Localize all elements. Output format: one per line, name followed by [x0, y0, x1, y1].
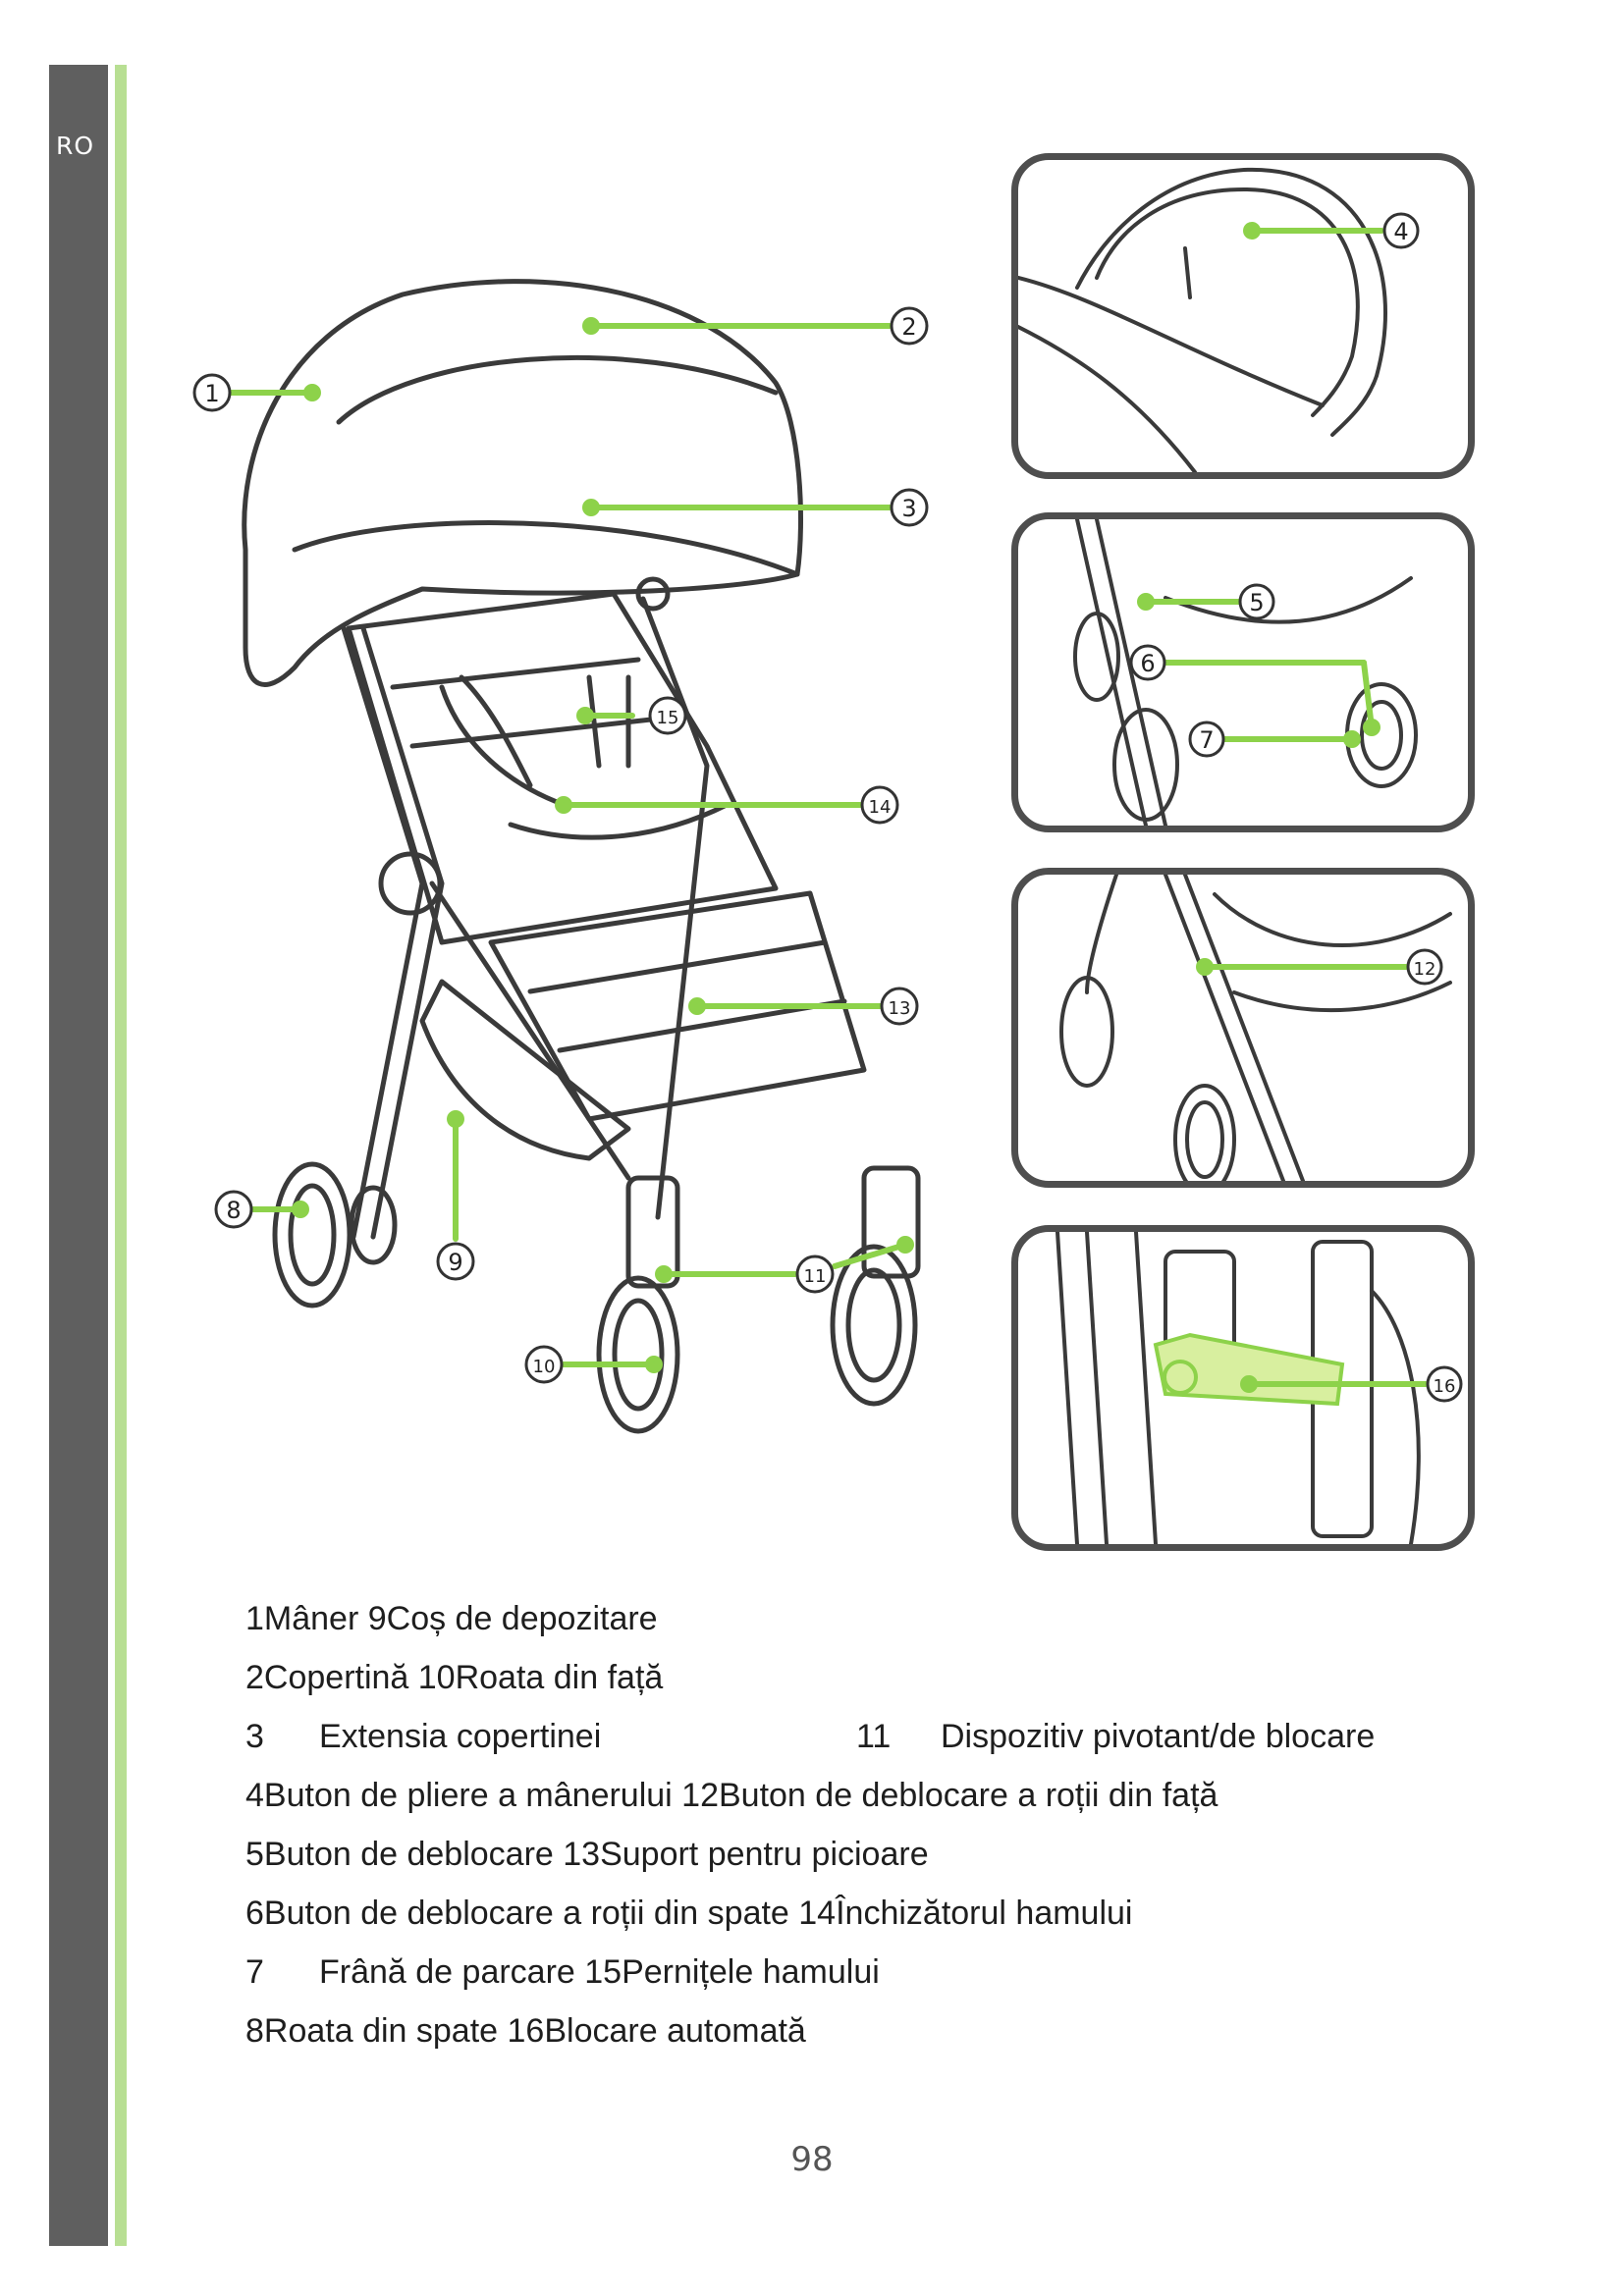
svg-text:9: 9 — [448, 1249, 463, 1276]
callout-badge-1 — [194, 375, 230, 410]
detail-panel-auto-lock — [1011, 1225, 1475, 1551]
rear-wheel-detail-illustration — [1018, 519, 1468, 826]
callout-badge-14 — [862, 787, 897, 823]
detail-panel-handle-fold — [1011, 153, 1475, 479]
svg-text:10: 10 — [532, 1357, 556, 1377]
callout-badge-13 — [882, 988, 917, 1024]
callout-badge-11 — [797, 1256, 833, 1292]
legend-text: 4Buton de pliere a mânerului 12Buton de deblocare a roții din față — [245, 1777, 1218, 1814]
svg-text:1: 1 — [204, 380, 220, 407]
svg-text:6: 6 — [1140, 650, 1156, 677]
legend-text: 1Mâner 9Coș de depozitare — [245, 1600, 658, 1637]
callout-badge-2 — [892, 308, 927, 344]
svg-text:4: 4 — [1393, 218, 1409, 245]
legend-number: 3 — [245, 1718, 264, 1755]
svg-text:3: 3 — [901, 495, 917, 522]
callout-badge-10 — [526, 1347, 562, 1382]
legend-text: 2Copertină 10Roata din față — [245, 1659, 664, 1696]
language-tag: RO — [56, 132, 95, 160]
callout-badge-15 — [650, 698, 685, 733]
page-number: 98 — [790, 2140, 834, 2179]
legend-label: Frână de parcare 15Pernițele hamului — [319, 1953, 880, 1991]
handle-detail-illustration — [1018, 160, 1468, 472]
legend-text: 8Roata din spate 16Blocare automată — [245, 2012, 806, 2050]
callout-badge-8 — [216, 1192, 251, 1227]
callout-badge-3 — [892, 490, 927, 525]
legend-number: 11 — [856, 1718, 892, 1755]
svg-text:7: 7 — [1199, 726, 1215, 754]
svg-text:5: 5 — [1249, 589, 1265, 616]
legend-label: Extensia copertinei — [319, 1718, 602, 1755]
svg-text:11: 11 — [803, 1266, 827, 1287]
svg-text:12: 12 — [1413, 959, 1436, 980]
svg-text:14: 14 — [868, 797, 892, 818]
legend-text: 6Buton de deblocare a roții din spate 14Închizătorul hamului — [245, 1895, 1133, 1932]
svg-text:16: 16 — [1433, 1376, 1456, 1397]
auto-lock-detail-illustration — [1018, 1232, 1468, 1544]
svg-text:15: 15 — [656, 708, 679, 728]
svg-text:13: 13 — [888, 998, 911, 1019]
svg-text:8: 8 — [226, 1197, 242, 1224]
legend-label: Dispozitiv pivotant/de blocare — [941, 1718, 1376, 1755]
detail-panel-rear-wheel — [1011, 512, 1475, 832]
legend-text: 5Buton de deblocare 13Suport pentru picioare — [245, 1836, 929, 1873]
detail-panel-front-wheel — [1011, 868, 1475, 1188]
callout-badge-9 — [438, 1244, 473, 1279]
legend-number: 7 — [245, 1953, 264, 1991]
front-wheel-detail-illustration — [1018, 875, 1468, 1181]
svg-text:2: 2 — [901, 313, 917, 341]
